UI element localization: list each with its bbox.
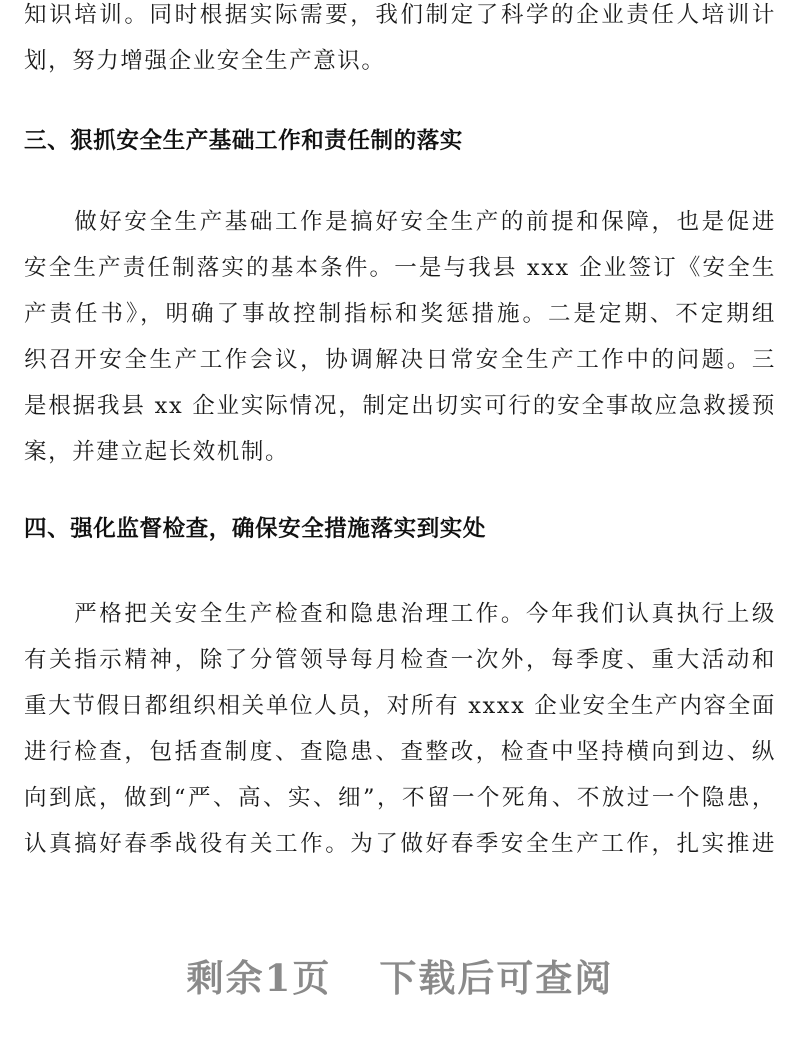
text-line: 重大节假日都组织相关单位人员，对所有 xxxx 企业安全生产内容全面: [24, 693, 776, 719]
text-line: 案，并建立起长效机制。: [24, 439, 290, 465]
text-line: 知识培训。同时根据实际需要，我们制定了科学的企业责任人培训计: [24, 2, 776, 28]
section-heading-3: 三、狠抓安全生产基础工作和责任制的落实: [24, 128, 463, 154]
text-line: 进行检查，包括查制度、查隐患、查整改，检查中坚持横向到边、纵: [24, 739, 776, 765]
text-line: 是根据我县 xx 企业实际情况，制定出切实可行的安全事故应急救援预: [24, 393, 776, 419]
text-line: 产责任书》，明确了事故控制指标和奖惩措施。二是定期、不定期组: [24, 301, 776, 327]
intro-paragraph: [24, 0, 776, 84]
text-line: 安全生产责任制落实的基本条件。一是与我县 xxx 企业签订《安全生: [24, 255, 776, 281]
text-line: 划，努力增强企业安全生产意识。: [24, 48, 386, 74]
text-line: 向到底，做到“严、高、实、细”，不留一个死角、不放过一个隐患，: [24, 785, 776, 811]
text-line: 有关指示精神，除了分管领导每月检查一次外，每季度、重大活动和: [24, 647, 776, 673]
section-4-paragraph: [24, 591, 776, 867]
text-line: 织召开安全生产工作会议，协调解决日常安全生产工作中的问题。三: [24, 347, 776, 373]
download-to-view-label: 下载后可查阅: [379, 956, 614, 1000]
section-3-paragraph: [24, 199, 776, 475]
section-heading-4: 四、强化监督检查，确保安全措施落实到实处: [24, 516, 487, 542]
text-line: 做好安全生产基础工作是搞好安全生产的前提和保障，也是促进: [24, 209, 776, 235]
text-line: 严格把关安全生产检查和隐患治理工作。今年我们认真执行上级: [24, 601, 776, 627]
download-prompt[interactable]: [0, 948, 800, 1002]
text-line: 认真搞好春季战役有关工作。为了做好春季安全生产工作，扎实推进: [24, 831, 776, 857]
remaining-pages-label: 剩余1页: [186, 956, 332, 1000]
